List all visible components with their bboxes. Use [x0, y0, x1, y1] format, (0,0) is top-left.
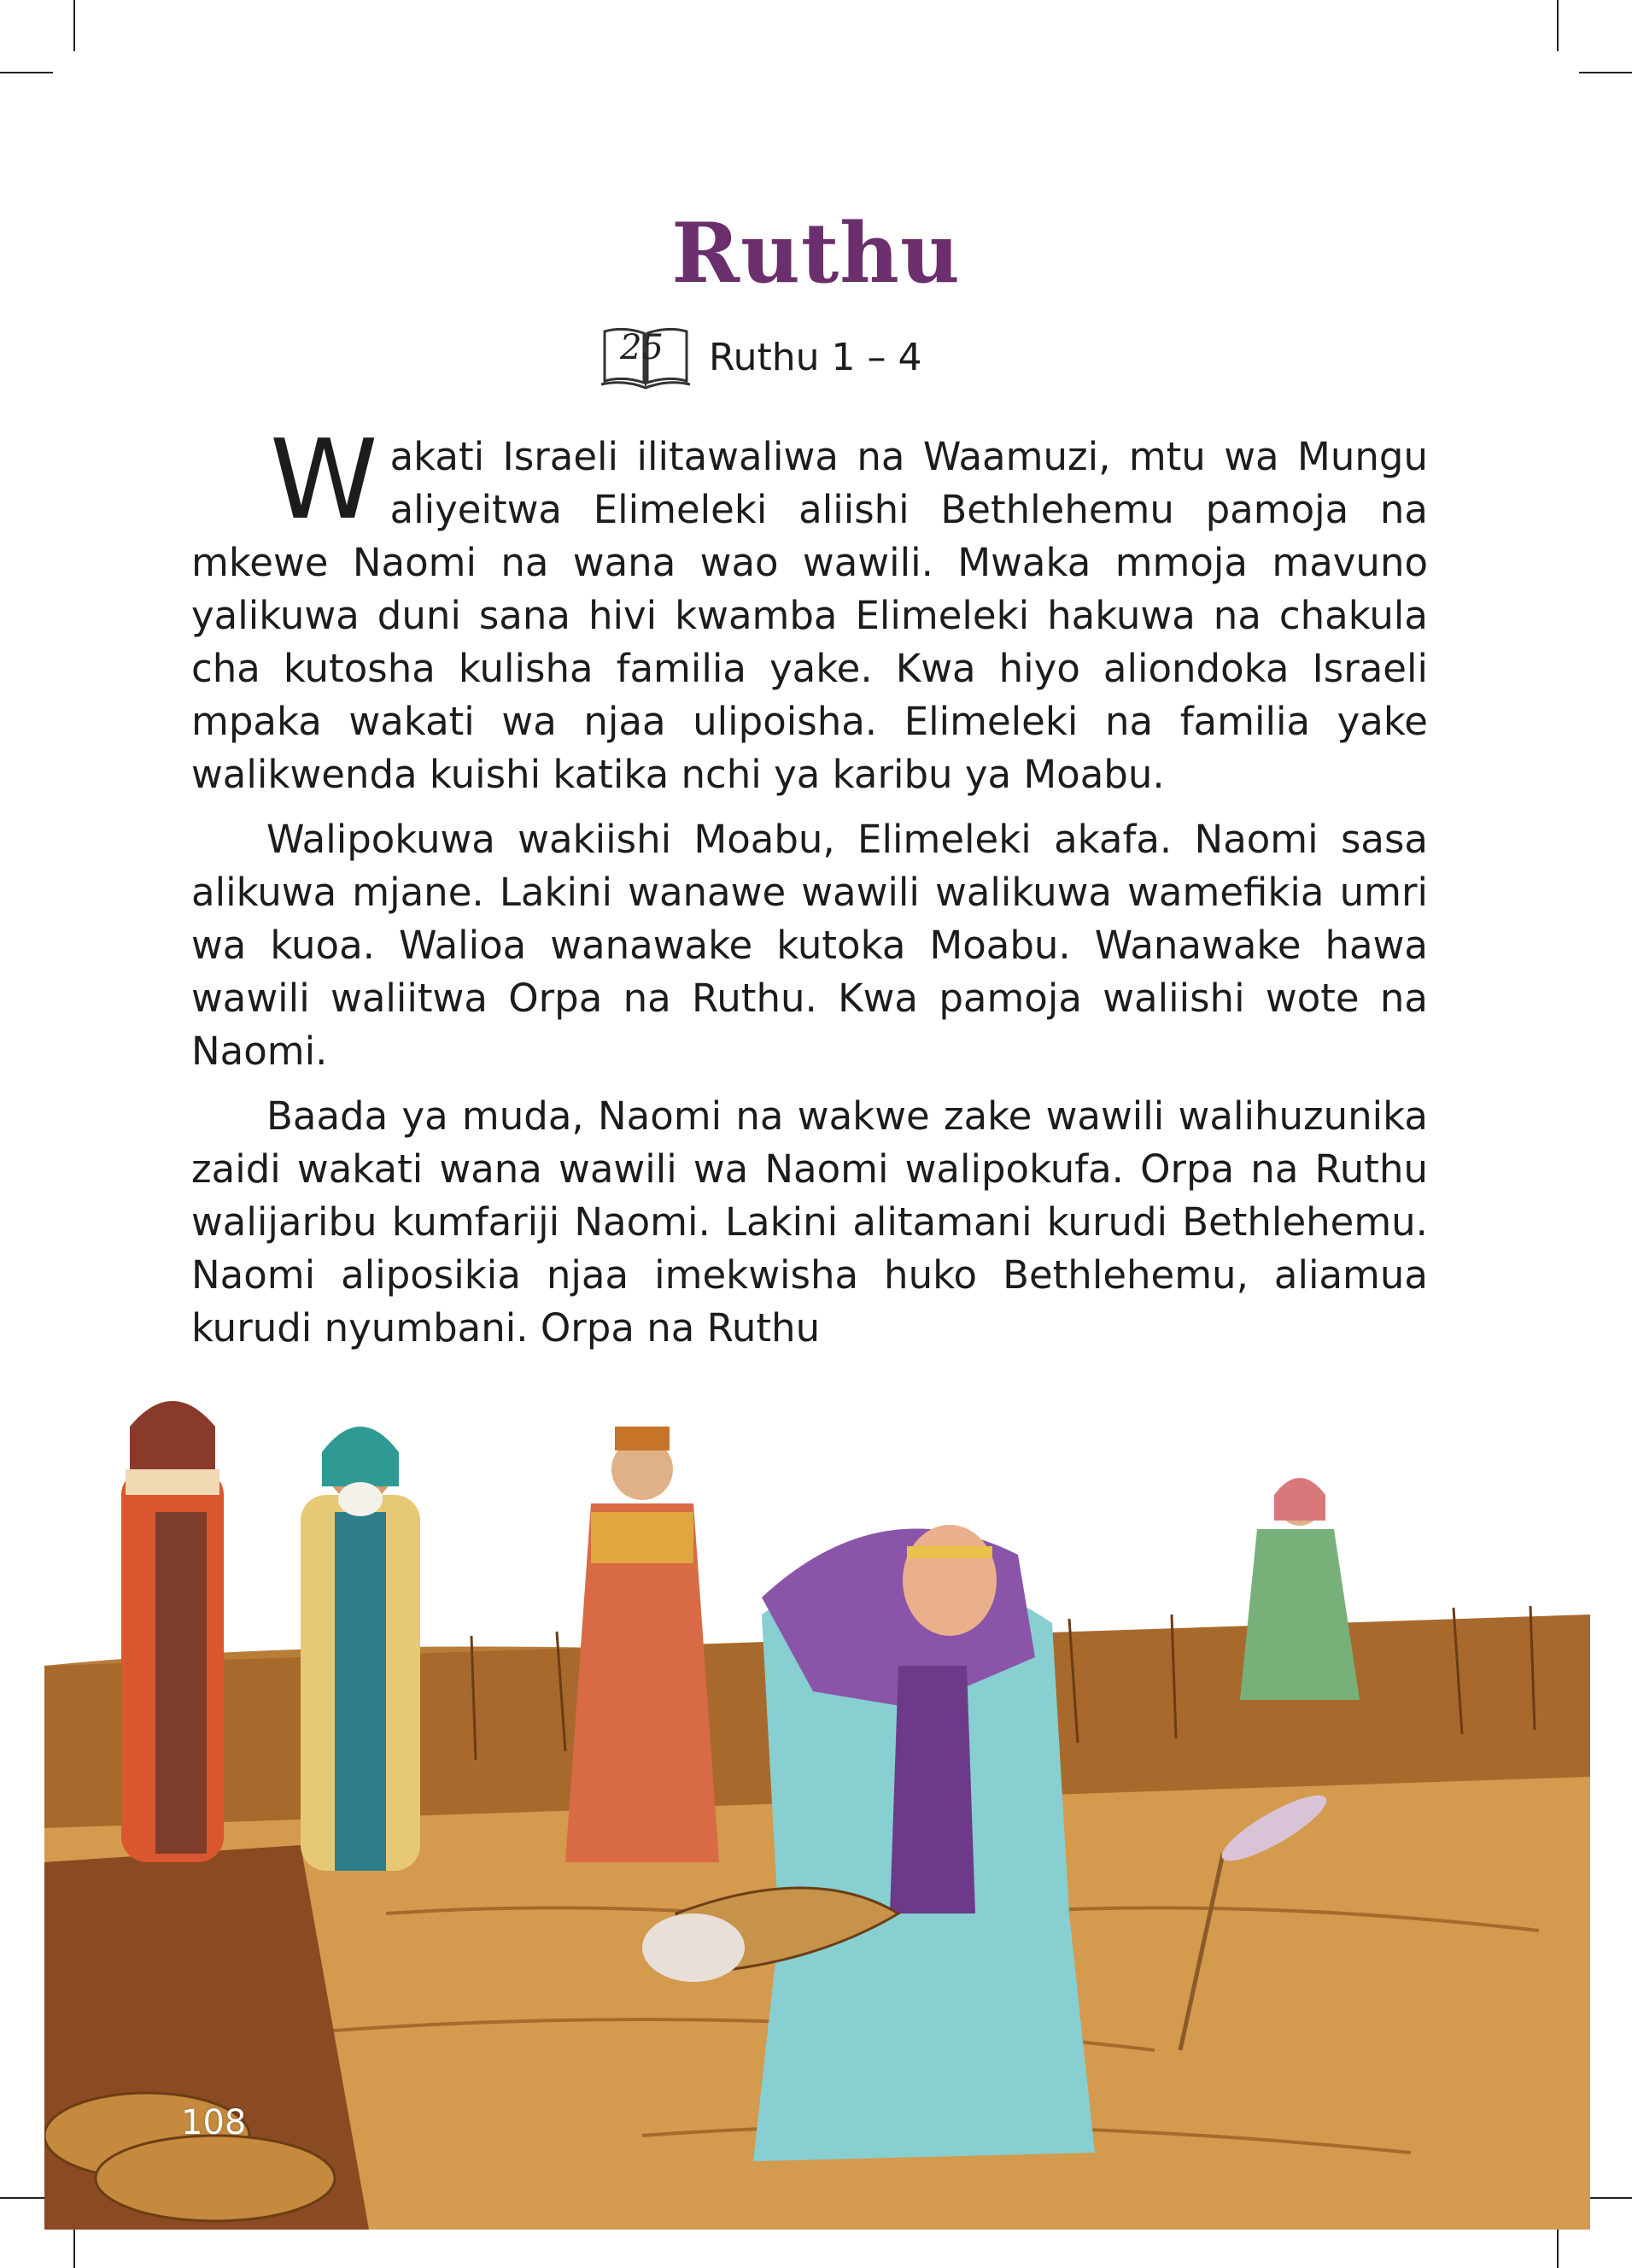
- page-title: Ruthu: [671, 205, 961, 302]
- crop-mark: [73, 0, 75, 51]
- scripture-reference: [598, 323, 921, 391]
- illustration-ruth-gleaning: [44, 1384, 1590, 2230]
- open-book-icon: [598, 323, 693, 391]
- paragraph-2: Walipokuwa wakiishi Moabu, Elimeleki akafa. Naomi sasa alikuwa mjane. Lakini wanawe wawili walikuwa wamefikia umri wa kuoa. Walioa wanawake kutoka Moabu. Wanawake hawa wawili waliitwa Orpa na Ruthu. Kwa pamoja waliishi wote na Naomi.: [191, 817, 1428, 1074]
- crop-mark: [1557, 0, 1559, 51]
- drop-cap: W: [270, 417, 378, 544]
- crop-mark: [1579, 72, 1632, 73]
- story-number: 25: [620, 328, 664, 367]
- reference-text: Ruthu 1 – 4: [709, 335, 922, 379]
- paragraph-3: Baada ya muda, Naomi na wakwe zake wawili walihuzunika zaidi wakati wana wawili wa Naomi walipokufa. Orpa na Ruthu walijaribu kumfariji Naomi. Lakini alitamani kurudi Bethlehemu. Naomi aliposikia njaa imekwisha huko Bethlehemu, aliamua kurudi nyumbani. Orpa na Ruthu: [191, 1093, 1428, 1351]
- story-body: [191, 417, 1428, 1367]
- paragraph-1: Wakati Israeli ilitawaliwa na Waamuzi, mtu wa Mungu aliyeitwa Elimeleki aliishi Bethlehemu pamoja na mkewe Naomi na wana wao wawili. Mwaka mmoja mavuno yalikuwa duni sana hivi kwamba Elimeleki hakuwa na chakula cha kutosha kulisha familia yake. Kwa hiyo aliondoka Israeli mpaka wakati wa njaa ulipoisha. Elimeleki na familia yake walikwenda kuishi katika nchi ya karibu ya Moabu.: [191, 417, 1428, 797]
- crop-mark: [0, 72, 53, 73]
- page-number: 108: [181, 2103, 247, 2142]
